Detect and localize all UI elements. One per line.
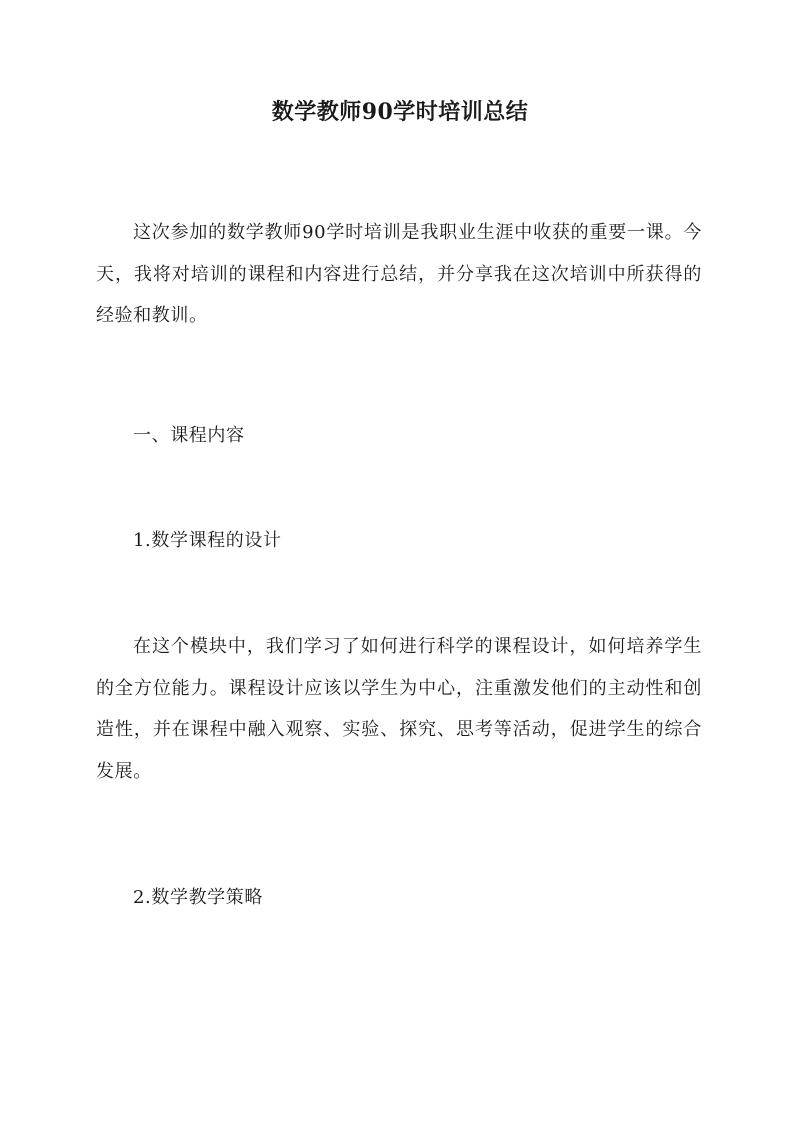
section-heading-course-content: 一、课程内容 xyxy=(133,425,245,446)
subsection-heading-course-design: 1.数学课程的设计 xyxy=(133,530,282,551)
course-design-paragraph: 在这个模块中，我们学习了如何进行科学的课程设计，如何培养学生的全方位能力。课程设计应该以学生为中心，注重激发他们的主动性和创造性，并在课程中融入观察、实验、探究、思考等活动，促进学生的综合发展。 xyxy=(96,636,702,782)
document-title: 数学教师90学时培训总结 xyxy=(271,99,529,125)
intro-paragraph: 这次参加的数学教师90学时培训是我职业生涯中收获的重要一课。今天，我将对培训的课程和内容进行总结，并分享我在这次培训中所获得的经验和教训。 xyxy=(96,222,702,326)
subsection-heading-teaching-strategy: 2.数学教学策略 xyxy=(133,887,263,908)
